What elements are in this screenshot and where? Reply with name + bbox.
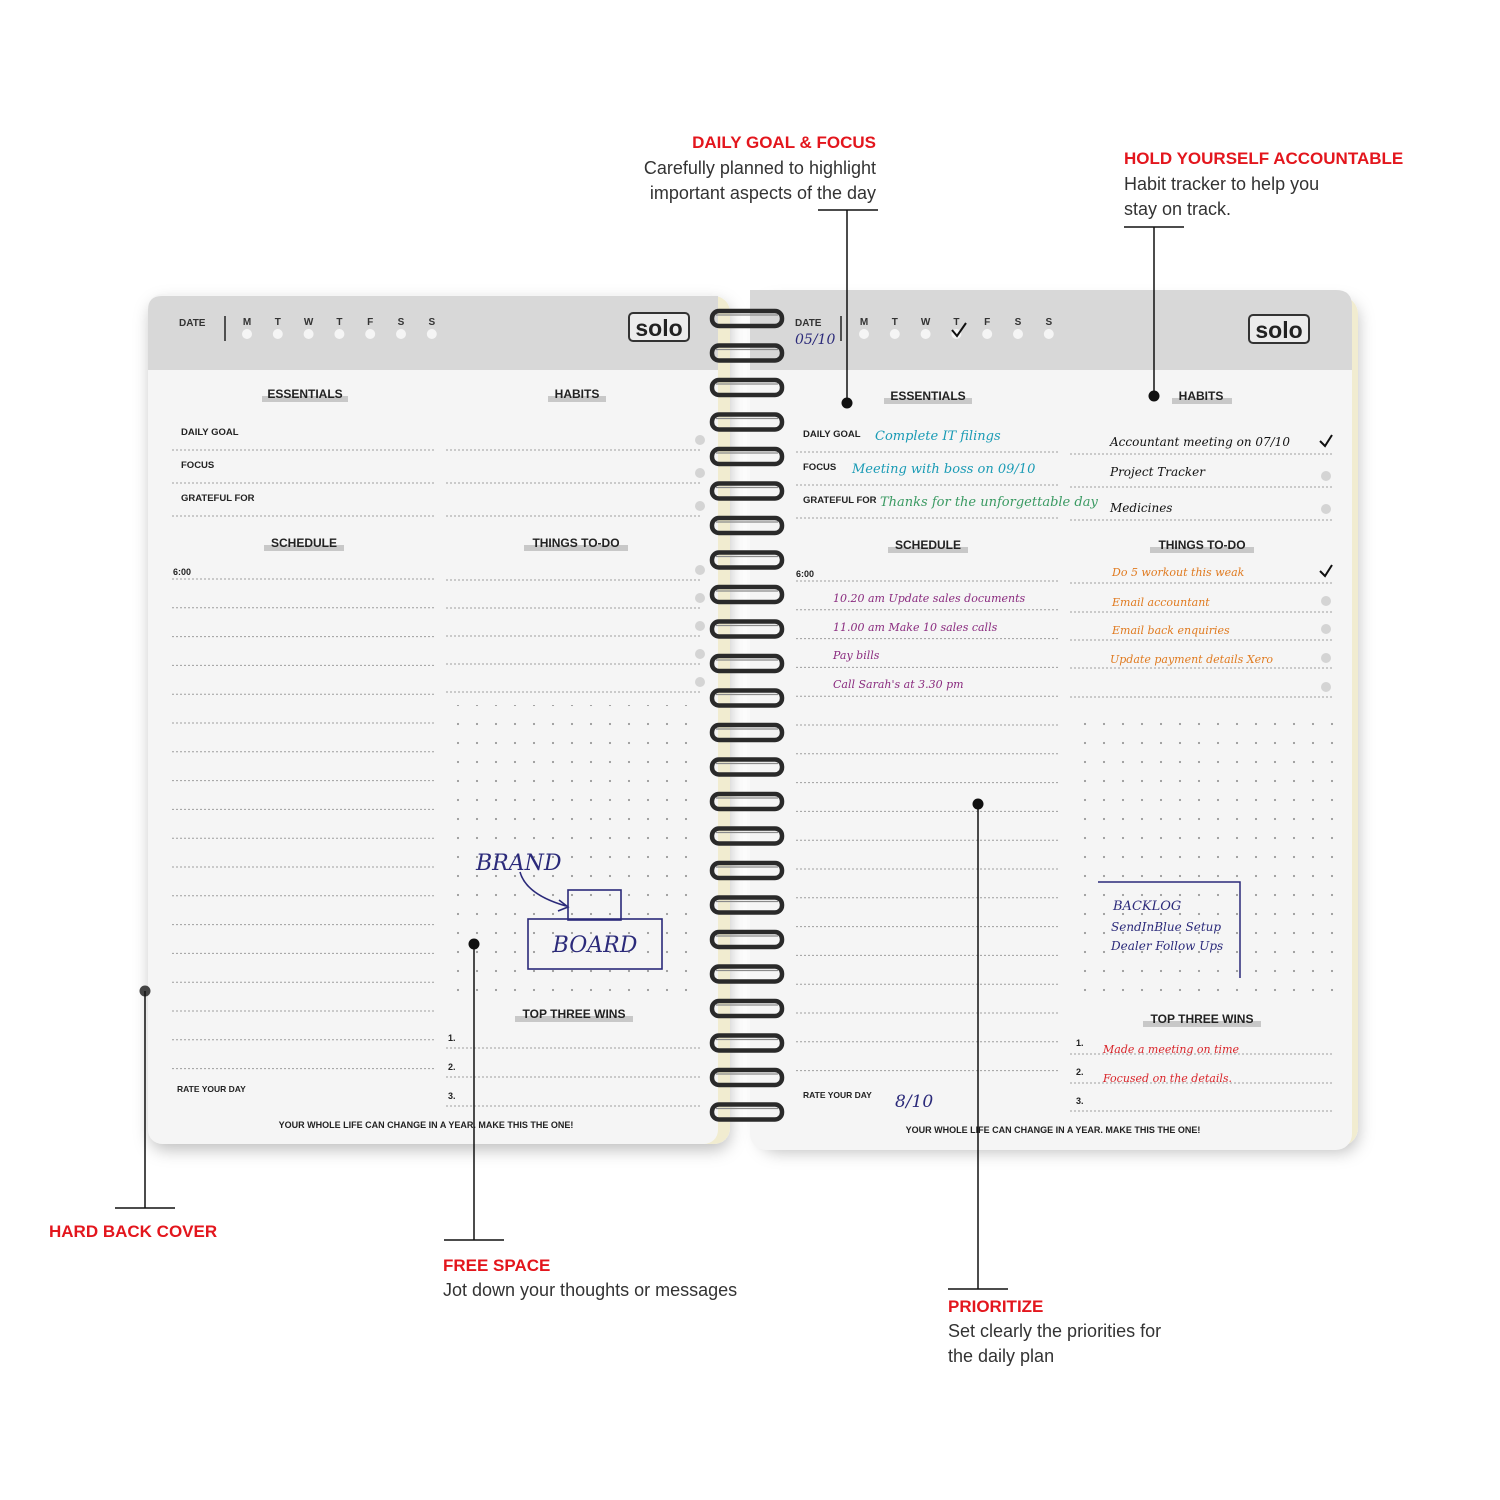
daily-goal-value: Complete IT filings bbox=[875, 429, 1001, 444]
schedule-entry-3: Pay bills bbox=[833, 649, 880, 662]
left-grateful-label: GRATEFUL FOR bbox=[181, 493, 255, 504]
left-day-5: S bbox=[397, 317, 405, 328]
left-day-dot-2 bbox=[304, 329, 314, 339]
left-win-1: 1. bbox=[448, 1033, 456, 1043]
left-day-dot-1 bbox=[273, 329, 283, 339]
grateful-value: Thanks for the unforgettable day bbox=[880, 495, 1098, 510]
left-schedule-title: SCHEDULE bbox=[270, 536, 338, 550]
right-day-1: T bbox=[891, 317, 898, 328]
right-habits-title: HABITS bbox=[1178, 389, 1224, 403]
backlog-item-2: Dealer Follow Ups bbox=[1111, 939, 1224, 953]
focus-value: Meeting with boss on 09/10 bbox=[852, 462, 1036, 477]
left-habits-title: HABITS bbox=[554, 387, 600, 401]
left-essentials-title: ESSENTIALS bbox=[267, 387, 343, 401]
right-day-6: S bbox=[1045, 317, 1053, 328]
right-day-dot-1 bbox=[890, 329, 900, 339]
callout-hard-back-title: HARD BACK COVER bbox=[49, 1222, 218, 1241]
left-wins-title: TOP THREE WINS bbox=[522, 1007, 626, 1021]
schedule-entry-4: Call Sarah's at 3.30 pm bbox=[833, 678, 964, 691]
right-focus-label: FOCUS bbox=[803, 462, 837, 473]
left-day-6: S bbox=[428, 317, 436, 328]
callout-daily-goal-pin-icon bbox=[842, 398, 853, 409]
left-solo-logo bbox=[629, 313, 689, 341]
callout-free-space-line1: Jot down your thoughts or messages bbox=[443, 1280, 738, 1300]
todo-2: Email accountant bbox=[1112, 596, 1210, 609]
doodle-board-text: BOARD bbox=[552, 933, 638, 958]
habit-3: Medicines bbox=[1110, 501, 1173, 515]
schedule-entry-2: 11.00 am Make 10 sales calls bbox=[833, 621, 998, 634]
right-solo-logo bbox=[1249, 315, 1309, 343]
left-day-1: T bbox=[274, 317, 281, 328]
backlog-title: BACKLOG bbox=[1113, 899, 1182, 914]
right-grateful-label: GRATEFUL FOR bbox=[803, 495, 877, 506]
right-day-dot-4 bbox=[982, 329, 992, 339]
rating-value: 8/10 bbox=[895, 1092, 934, 1112]
left-daily-goal-label: DAILY GOAL bbox=[181, 427, 239, 438]
todo-1: Do 5 workout this weak bbox=[1112, 566, 1245, 579]
right-todo-title: THINGS TO-DO bbox=[1158, 538, 1246, 552]
right-dot-grid bbox=[1072, 712, 1336, 1002]
right-win-3: 3. bbox=[1076, 1096, 1084, 1106]
habit-2-dot-icon bbox=[1321, 471, 1331, 481]
right-day-3: T bbox=[953, 317, 960, 328]
svg-text:solo: solo bbox=[635, 315, 683, 341]
habit-1: Accountant meeting on 07/10 bbox=[1110, 435, 1290, 449]
right-essentials-title: ESSENTIALS bbox=[890, 389, 966, 403]
win-entry-1: Made a meeting on time bbox=[1103, 1043, 1240, 1056]
right-page bbox=[750, 290, 1358, 1150]
right-day-5: S bbox=[1014, 317, 1022, 328]
doodle-brand-text: BRAND bbox=[476, 851, 562, 876]
schedule-entry-1: 10.20 am Update sales documents bbox=[833, 592, 1026, 605]
callout-accountable-title: HOLD YOURSELF ACCOUNTABLE bbox=[1124, 149, 1404, 168]
right-day-dot-5 bbox=[1013, 329, 1023, 339]
left-date-label: DATE bbox=[179, 318, 206, 329]
right-rate-label: RATE YOUR DAY bbox=[803, 1090, 872, 1100]
win-entry-2: Focused on the details. bbox=[1103, 1072, 1233, 1085]
right-time-start: 6:00 bbox=[796, 569, 815, 579]
left-footer: YOUR WHOLE LIFE CAN CHANGE IN A YEAR. MAKE THIS THE ONE! bbox=[278, 1120, 574, 1130]
right-day-0: M bbox=[859, 317, 869, 328]
habit-3-dot-icon bbox=[1321, 504, 1331, 514]
callout-accountable-line1: Habit tracker to help you bbox=[1124, 174, 1320, 194]
right-daily-goal-label: DAILY GOAL bbox=[803, 429, 861, 440]
left-rate-label: RATE YOUR DAY bbox=[177, 1084, 246, 1094]
callout-prioritize-title: PRIORITIZE bbox=[948, 1297, 1044, 1316]
right-day-2: W bbox=[920, 317, 931, 328]
left-day-2: W bbox=[303, 317, 314, 328]
left-day-dot-6 bbox=[427, 329, 437, 339]
left-page bbox=[148, 294, 730, 1144]
right-date-value: 05/10 bbox=[795, 332, 836, 348]
left-win-3: 3. bbox=[448, 1091, 456, 1101]
right-win-2: 2. bbox=[1076, 1067, 1084, 1077]
right-wins-title: TOP THREE WINS bbox=[1150, 1012, 1254, 1026]
right-footer: YOUR WHOLE LIFE CAN CHANGE IN A YEAR. MAKE THIS THE ONE! bbox=[905, 1125, 1201, 1135]
callout-free-space-title: FREE SPACE bbox=[443, 1256, 551, 1275]
left-day-dot-3 bbox=[334, 329, 344, 339]
left-day-0: M bbox=[242, 317, 252, 328]
right-schedule-title: SCHEDULE bbox=[894, 538, 962, 552]
callout-prioritize-line1: Set clearly the priorities for bbox=[948, 1321, 1162, 1341]
right-day-dot-6 bbox=[1044, 329, 1054, 339]
right-day-4: F bbox=[984, 317, 991, 328]
callout-prioritize-line2: the daily plan bbox=[948, 1346, 1055, 1366]
svg-text:solo: solo bbox=[1255, 317, 1303, 343]
left-day-dot-0 bbox=[242, 329, 252, 339]
habit-2: Project Tracker bbox=[1110, 465, 1205, 479]
left-win-2: 2. bbox=[448, 1062, 456, 1072]
callout-daily-goal-title: DAILY GOAL & FOCUS bbox=[692, 133, 876, 152]
todo-4: Update payment details Xero bbox=[1110, 653, 1274, 666]
left-day-dot-5 bbox=[396, 329, 406, 339]
right-win-1: 1. bbox=[1076, 1038, 1084, 1048]
callout-accountable-pin-icon bbox=[1149, 391, 1160, 402]
left-time-start: 6:00 bbox=[173, 567, 192, 577]
callout-accountable-line2: stay on track. bbox=[1124, 199, 1232, 219]
todo-3: Email back enquiries bbox=[1112, 624, 1230, 637]
left-focus-label: FOCUS bbox=[181, 460, 215, 471]
right-date-label: DATE bbox=[795, 318, 822, 329]
left-day-dot-4 bbox=[365, 329, 375, 339]
right-day-dot-2 bbox=[921, 329, 931, 339]
callout-daily-goal-line1: Carefully planned to highlight bbox=[643, 158, 876, 178]
left-todo-title: THINGS TO-DO bbox=[532, 536, 620, 550]
right-day-dot-0 bbox=[859, 329, 869, 339]
left-day-4: F bbox=[367, 317, 374, 328]
callout-daily-goal-line2: important aspects of the day bbox=[649, 183, 876, 203]
backlog-item-1: SendInBlue Setup bbox=[1111, 920, 1222, 934]
left-day-3: T bbox=[336, 317, 343, 328]
